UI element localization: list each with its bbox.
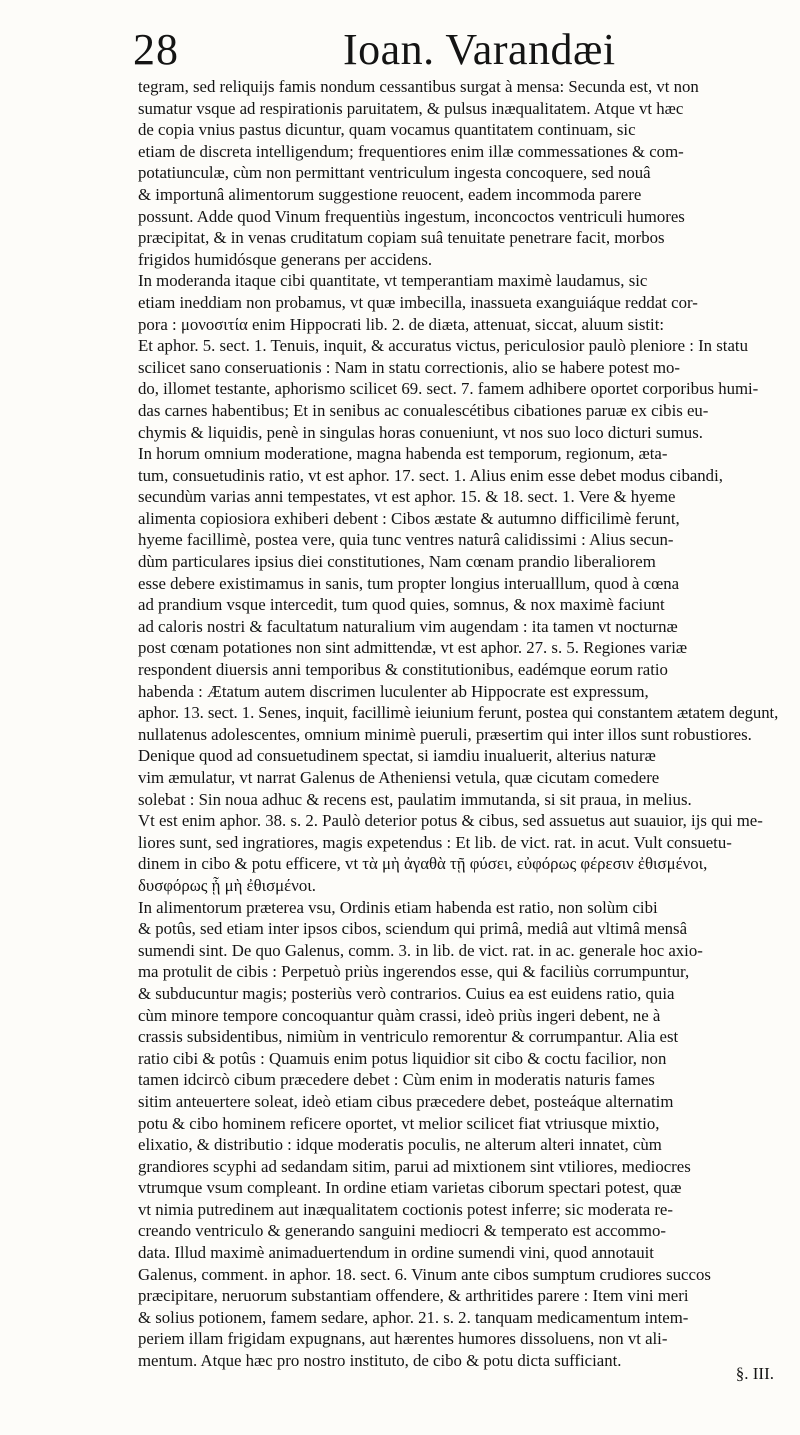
text-line: ad caloris nostri & facultatum naturalium vim augendam : ita tamen vt nocturnæ [138,616,678,636]
text-line: possunt. Adde quod Vinum frequentiùs ingestum, inconcoctos ventriculi humores [138,206,685,226]
text-line: præcipitare, neruorum substantiam offendere, & arthritides parere : Item vini meri [138,1286,689,1306]
text-line: sitim anteuertere soleat, ideò etiam cibus præcedere debet, posteáque alternatim [138,1091,674,1111]
text-line: respondent diuersis anni temporibus & constitutionibus, eadémque eorum ratio [138,660,668,680]
text-line: post cœnam potationes non sint admittendæ, vt est aphor. 27. s. 5. Regiones variæ [138,638,688,658]
text-line: esse debere existimamus in sanis, tum propter longius interualllum, quod à cœna [138,573,680,593]
text-line: ratio cibi & potûs : Quamuis enim potus liquidior sit cibo & coctu facilior, non [138,1048,667,1068]
text-line: vim æmulatur, vt narrat Galenus de Atheniensi vetula, quæ cicutam comedere [138,768,660,787]
text-line: In alimentorum præterea vsu, Ordinis etiam habenda est ratio, non solùm cibi [138,897,658,917]
text-line: aphor. 13. sect. 1. Senes, inquit, facillimè ieiunium ferunt, postea qui constantem ætatem degunt, [138,703,778,723]
text-line: & potûs, sed etiam inter ipsos cibos, sciendum qui primâ, mediâ aut vltimâ mensâ [138,919,688,939]
text-line: data. Illud maximè animaduertendum in ordine sumendi vini, quod annotauit [138,1243,654,1263]
text-line: potu & cibo hominem reficere oportet, vt melior scilicet fiat vtriusque mixtio, [138,1113,660,1133]
text-line: habenda : Ætatum autem discrimen luculenter ab Hippocrate est expressum, [138,681,649,701]
text-line: dinem in cibo & potu efficere, vt τὰ μὴ ἀγαθὰ τῇ φύσει, εὐφόρως φέρεσιν ἐθισμένοι, [138,854,708,874]
text-line: dùm particulares ipsius diei constitutiones, Nam cœnam prandio liberaliorem [138,552,656,572]
text-line: sumatur vsque ad respirationis paruitatem, & pulsus inæqualitatem. Atque vt hæc [138,98,684,118]
text-line: etiam ineddiam non probamus, vt quæ imbecilla, inassueta exanguiáque reddat cor- [138,292,698,312]
text-line: vtrumque vsum compleant. In ordine etiam varietas ciborum spectari potest, quæ [138,1178,682,1198]
text-line: & subducuntur magis; posteriùs verò contrarios. Cuius ea est euidens ratio, quia [138,983,675,1003]
text-line: potatiunculæ, cùm non permittant ventriculum ingesta concoquere, sed nouâ [138,163,651,183]
text-line: & importunâ alimentorum suggestione reuocent, eadem incommoda parere [138,184,642,204]
text-line: das carnes habentibus; Et in senibus ac conualescétibus cibationes paruæ ex cibis eu- [138,400,709,420]
text-line: solebat : Sin noua adhuc & recens est, paulatim immutanda, si sit praua, in melius. [138,789,692,809]
text-line: do, illomet testante, aphorismo scilicet 69. sect. 7. famem adhibere oportet corporibus humi- [138,379,759,399]
text-line: de copia vnius pastus dicuntur, quam vocamus quantitatem continuam, sic [138,120,636,140]
text-line: hyeme facillimè, postea vere, quia tunc ventres naturâ calidissimi : Alius secun- [138,530,674,550]
text-line: periem illam frigidam expugnans, aut hærentes humores dissoluens, non vt ali- [138,1329,668,1349]
text-line: crassis subsidentibus, nimiùm in ventriculo remorentur & corrumpantur. Alia est [138,1027,679,1047]
page-header [133,22,773,78]
text-line: & solius potionem, famem sedare, aphor. 21. s. 2. tanquam medicamentum intem- [138,1307,689,1327]
text-line: Et aphor. 5. sect. 1. Tenuis, inquit, & accuratus victus, periculosior paulò pleniore : In statu [138,336,748,356]
text-line: sumendi sint. De quo Galenus, comm. 3. in lib. de vict. rat. in ac. generale hoc axio- [138,940,703,960]
text-line: In horum omnium moderatione, magna habenda est temporum, regionum, æta- [138,444,668,464]
text-line: nullatenus adolescentes, omnium minimè pueruli, præsertim qui inter illos sunt robustiores. [138,724,752,744]
catchword: §. III. [735,1364,774,1383]
text-line: Denique quod ad consuetudinem spectat, si iamdiu inualuerit, alterius naturæ [138,746,656,766]
text-line: pora : μονοσιτία enim Hippocrati lib. 2. de diæta, attenuat, siccat, aluum sistit: [138,314,665,334]
text-line: liores sunt, sed ingratiores, magis expetendus : Et lib. de vict. rat. in acut. Vult consuetu- [138,832,732,852]
text-line: scilicet sano conseruationis : Nam in statu correctionis, alio se habere potest mo- [138,357,680,377]
text-line: vt nimia putredinem aut inæqualitatem coctionis potest inferre; sic moderata re- [138,1199,673,1219]
text-line: δυσφόρως ᾗ μὴ ἐθισμένοι. [138,875,316,895]
text-line: In moderanda itaque cibi quantitate, vt temperantiam maximè laudamus, sic [138,271,648,291]
text-line: secundùm varias anni tempestates, vt est aphor. 15. & 18. sect. 1. Vere & hyeme [138,487,676,507]
running-head: Ioan. Varandæi [343,25,616,74]
text-line: tum, consuetudinis ratio, vt est aphor. 17. sect. 1. Alius enim esse debet modus cibandi, [138,465,723,485]
text-line: grandiores scyphi ad sedandam sitim, parui ad mixtionem sint vtiliores, mediocres [138,1156,691,1176]
body-text [138,76,778,1372]
text-line: cùm minore tempore concoquantur quàm crassi, ideò priùs ingeri debent, ne à [138,1005,661,1025]
text-line: frigidos humidósque generans per accidens. [138,249,433,269]
text-line: ma protulit de cibis : Perpetuò priùs ingerendos esse, qui & faciliùs corrumpuntur, [138,962,690,982]
text-line: præcipitat, & in venas cruditatum copiam suâ tenuitate penetrare facit, morbos [138,228,665,248]
text-line: Galenus, comment. in aphor. 18. sect. 6. Vinum ante cibos sumptum crudiores succos [138,1264,711,1284]
text-line: ad prandium vsque intercedit, tum quod quies, somnus, & nox maximè faciunt [138,595,665,615]
text-line: tegram, sed reliquijs famis nondum cessantibus surgat à mensa: Secunda est, vt non [138,77,699,96]
text-line: creando ventriculo & generando sanguini mediocri & temperato est accommo- [138,1221,666,1241]
text-line: mentum. Atque hæc pro nostro instituto, de cibo & potu dicta sufficiant. [138,1351,622,1371]
page-number: 28 [133,25,179,74]
text-line: elixatio, & distributio : idque moderatis poculis, ne alterum alteri innatet, cùm [138,1135,662,1155]
text-line: etiam de discreta intelligendum; frequentiores enim illæ commessationes & com- [138,141,684,161]
text-line: alimenta copiosiora exhiberi debent : Cibos æstate & autumno difficilimè ferunt, [138,508,680,528]
text-line: tamen idcircò cibum præcedere debet : Cùm enim in moderatis naturis fames [138,1070,655,1090]
text-line: Vt est enim aphor. 38. s. 2. Paulò deterior potus & cibus, sed assuetus aut suauior, ijs qui me- [138,811,763,831]
text-line: chymis & liquidis, penè in singulas horas conueniunt, vt nos suo loco dicturi sumus. [138,422,703,442]
